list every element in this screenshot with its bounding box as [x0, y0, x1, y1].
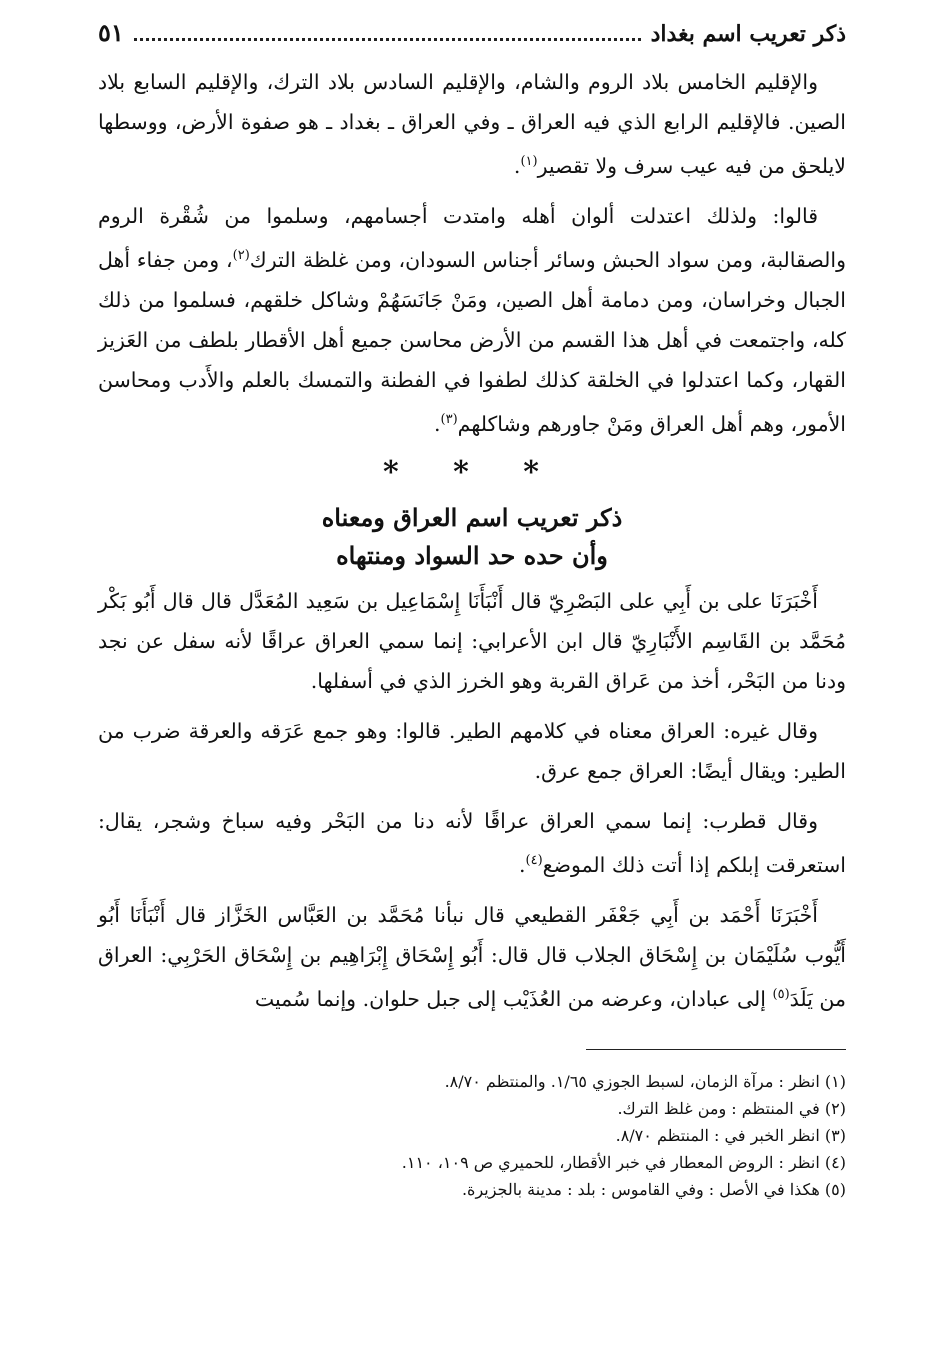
paragraph-text: أَخْبَرَنَا على بن أَبِي على البَصْرِيّ قال أَنْبَأَنَا إِسْمَاعِيل بن سَعِيد المُعَدَّل قال قال أَبُو بَكْر مُحَمَّد بن القَاسِم الأَنْبَارِيّ قال ابن الأعرابي: إنما سمي العراق عراقًا لأنه سفل عن نجد ودنا من البَحْر، أخذ من عَراق القربة وهو الخرز الذي في أسفلها. — [98, 589, 846, 694]
page-number: ٥١ — [98, 18, 124, 47]
footnote-ref-4: (٤) — [525, 853, 543, 869]
section-separator: * * * — [383, 455, 561, 491]
footnote-ref-1: (١) — [520, 154, 538, 169]
section-heading-line2: وأن حده حد السواد ومنتهاه — [336, 541, 608, 571]
paragraph-text: وقال غيره: العراق معناه في كلامهم الطير. قالوا: وهو جمع عَرَقه والعرقة ضرب من الطير: ويقال أيضًا: العراق جمع عرق. — [98, 719, 846, 784]
footnote-ref-2: (٢) — [232, 247, 250, 263]
paragraph-text-cont: إلى عبادان، وعرضه من العُذَيْب إلى جبل حلوان. وإنما سُميت — [254, 987, 773, 1012]
paragraph-text-cont: ، ومن جفاء أهل الجبال وخراسان، ومن دمامة أهل الصين، ومَنْ جَانَسَهُمْ وشاكل خلقهم، فسلموا من ذلك كله، واجتمعت في أهل هذا القسم من الأرض محاسن جميع أهل الأقطار بلطف من العَزيز القهار، وكما اعتدلوا في الخلقة كذلك لطفوا في الفطنة والتمسك بالعلم والأَدب ومحاسن الأمور، وهم أهل العراق ومَنْ جاورهم وشاكلهم — [98, 247, 846, 436]
footnote-4: (٤) انظر : الروض المعطار في خبر الأقطار، للحميري ص ١٠٩، ١١٠. — [401, 1153, 846, 1173]
running-title: ذكر تعريب اسم بغداد — [650, 21, 846, 47]
paragraph-text: والإقليم الخامس بلاد الروم والشام، والإقليم السادس بلاد الترك، والإقليم السابع بلاد الصين. فالإقليم الرابع الذي فيه العراق ـ وفي العراق ـ بغداد ـ هو صفوة الأرض، ووسطها لايلحق من فيه عيب سرف ولا تقصير — [98, 70, 846, 178]
paragraph-text-cont: . — [519, 853, 526, 878]
paragraph-others — [98, 711, 846, 791]
footnote-5: (٥) هكذا في الأصل : وفي القاموس : بلد : مدينة بالجزيرة. — [461, 1180, 846, 1200]
paragraph-qutrub — [98, 801, 846, 885]
paragraph-end: . — [513, 153, 521, 178]
footnote-ref-5: (٥) — [772, 987, 790, 1003]
paragraph-text: وقال قطرب: إنما سمي العراق عراقًا لأنه دنا من البَحْر وفيه سباخ وشجر، يقال: استعرقت إبلكم إذا أتت ذلك الموضع — [98, 809, 846, 878]
paragraph-end: . — [434, 411, 441, 436]
section-heading-line1: ذكر تعريب اسم العراق ومعناه — [321, 503, 623, 533]
footnote-ref-3: (٣) — [440, 411, 458, 427]
page-header — [98, 18, 846, 62]
footnote-3: (٣) انظر الخبر في : المنتظم ٨/٧٠. — [615, 1126, 846, 1146]
section-text — [98, 581, 846, 1019]
footnote-1: (١) انظر : مرآة الزمان، لسبط الجوزي ١/٦٥. والمنتظم ٨/٧٠. — [444, 1072, 846, 1092]
body-text — [98, 62, 846, 443]
leader-dots — [134, 38, 641, 41]
paragraph-text: قالوا: ولذلك اعتدلت ألوان أهله وامتدت أجسامهم، وسلموا من شُقْرة الروم والصقالبة، ومن سواد الحبش وسائر أجناس السودان، ومن غلظة الترك — [98, 203, 846, 272]
footnotes — [98, 1068, 846, 1203]
paragraph-climates — [98, 62, 846, 186]
footnote-2: (٢) في المنتظم : ومن غلظ الترك. — [617, 1099, 846, 1119]
paragraph-text: أَخْبَرَنَا أَحْمَد بن أَبِي جَعْفَر القطيعي قال نبأنا مُحَمَّد بن العَبَّاس الخَزَّاز قال أَنْبَأَنَا أَبُو أَيُّوب سُلَيْمَان بن إِسْحَاق الجلاب قال قال: أَبُو إِسْحَاق إِبْرَاهِيم بن إِسْحَاق الحَرْبِي: العراق من يَلَدَ — [98, 903, 846, 1012]
footnote-rule — [586, 1049, 846, 1050]
paragraph-ibn-arabi — [98, 581, 846, 701]
paragraph-harbi — [98, 895, 846, 1019]
paragraph-virtues — [98, 196, 846, 444]
